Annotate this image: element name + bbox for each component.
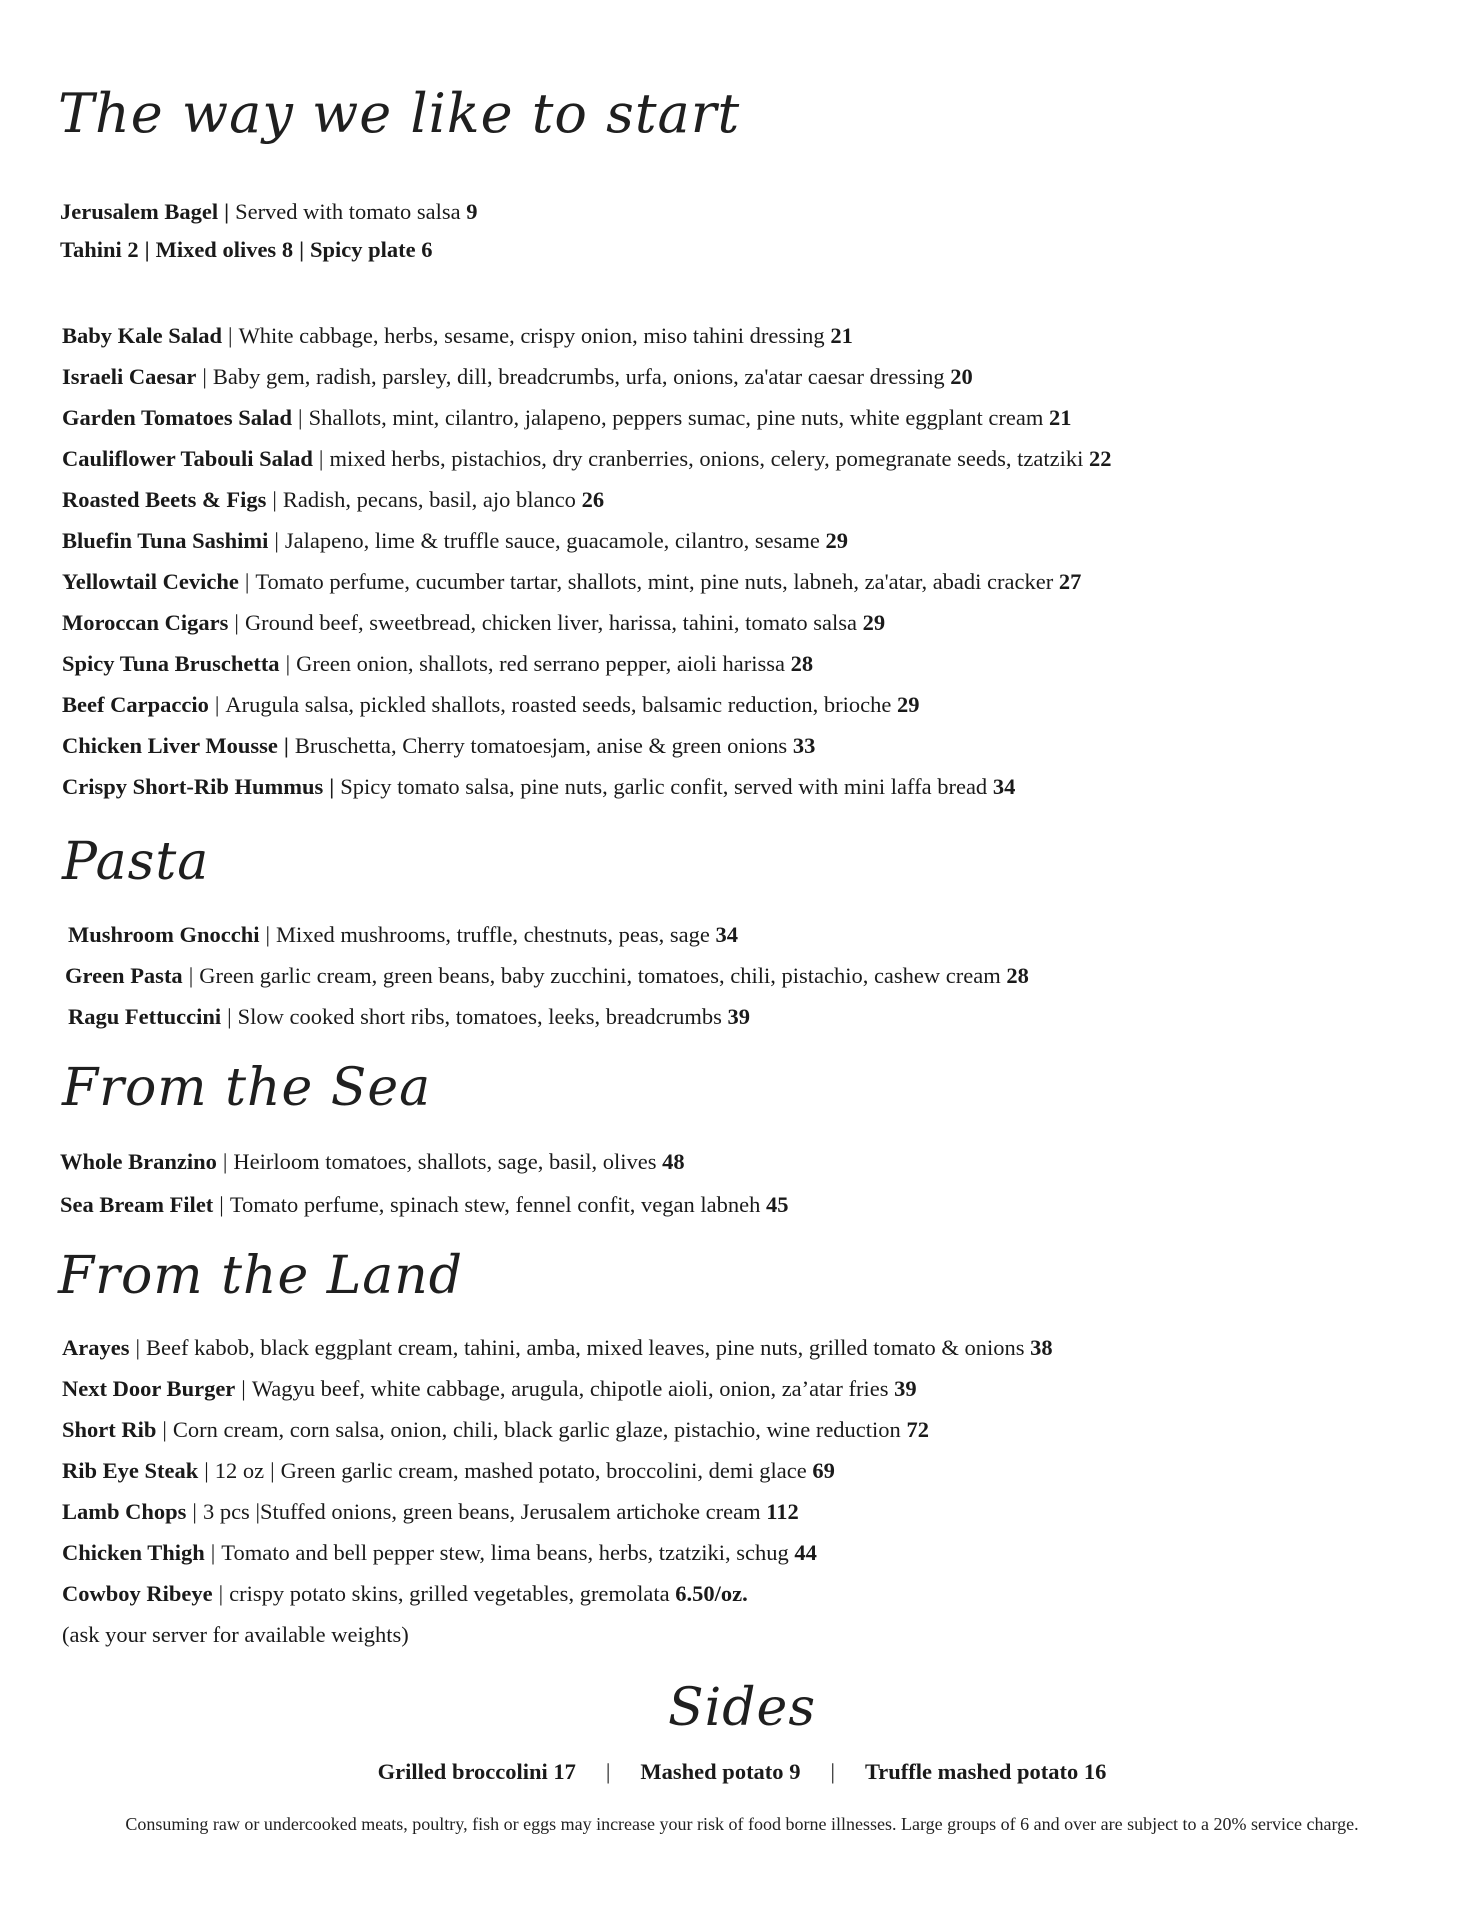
section-title-pasta: Pasta bbox=[62, 832, 210, 892]
menu-item: Baby Kale Salad | White cabbage, herbs, sesame, crispy onion, miso tahini dressing 21 bbox=[62, 323, 853, 348]
side-item: Truffle mashed potato 16 bbox=[864, 1759, 1107, 1784]
item-price: 9 bbox=[466, 199, 478, 224]
extras-line: Tahini 2 | Mixed olives 8 | Spicy plate 6 bbox=[60, 237, 433, 262]
menu-item: Sea Bream Filet | Tomato perfume, spinach stew, fennel confit, vegan labneh 45 bbox=[60, 1192, 789, 1217]
menu-item: Cowboy Ribeye | crispy potato skins, grilled vegetables, gremolata 6.50/oz. bbox=[62, 1581, 748, 1606]
section-title-sea: From the Sea bbox=[62, 1058, 432, 1118]
menu-item: Cauliflower Tabouli Salad | mixed herbs, pistachios, dry cranberries, onions, celery, pomegranate seeds, tzatziki 22 bbox=[62, 446, 1112, 471]
extra-item: Spicy plate 6 bbox=[310, 237, 433, 262]
menu-item: Next Door Burger | Wagyu beef, white cabbage, arugula, chipotle aioli, onion, za’atar fries 39 bbox=[62, 1376, 917, 1401]
extra-item: Tahini 2 bbox=[60, 237, 139, 262]
menu-item: Beef Carpaccio | Arugula salsa, pickled shallots, roasted seeds, balsamic reduction, brioche 29 bbox=[62, 692, 920, 717]
menu-item: Mushroom Gnocchi | Mixed mushrooms, truffle, chestnuts, peas, sage 34 bbox=[68, 922, 739, 947]
land-note: (ask your server for available weights) bbox=[62, 1622, 409, 1647]
menu-item: Garden Tomatoes Salad | Shallots, mint, cilantro, jalapeno, peppers sumac, pine nuts, white eggplant cream 21 bbox=[62, 405, 1072, 430]
menu-item: Green Pasta | Green garlic cream, green beans, baby zucchini, tomatoes, chili, pistachio, cashew cream 28 bbox=[65, 963, 1029, 988]
menu-item: Crispy Short-Rib Hummus | Spicy tomato salsa, pine nuts, garlic confit, served with mini laffa bread 34 bbox=[62, 774, 1016, 799]
side-item: Mashed potato 9 bbox=[640, 1759, 801, 1784]
bagel-line: Jerusalem Bagel | Served with tomato salsa 9 bbox=[60, 199, 478, 224]
section-title-start: The way we like to start bbox=[58, 82, 741, 145]
menu-item: Spicy Tuna Bruschetta | Green onion, shallots, red serrano pepper, aioli harissa 28 bbox=[62, 651, 814, 676]
extra-item: Mixed olives 8 bbox=[155, 237, 294, 262]
menu-item: Rib Eye Steak | 12 oz | Green garlic cream, mashed potato, broccolini, demi glace 69 bbox=[62, 1458, 835, 1483]
item-desc: Served with tomato salsa bbox=[235, 199, 461, 224]
section-title-sides: Sides bbox=[668, 1678, 816, 1738]
disclaimer: Consuming raw or undercooked meats, poultry, fish or eggs may increase your risk of food borne illnesses. Large groups of 6 and over are subject to a 20% service charge. bbox=[125, 1814, 1359, 1834]
menu-item: Lamb Chops | 3 pcs |Stuffed onions, green beans, Jerusalem artichoke cream 112 bbox=[62, 1499, 799, 1524]
sides-row: Grilled broccolini 17 | Mashed potato 9 | Truffle mashed potato 16 bbox=[377, 1759, 1107, 1784]
menu-item: Moroccan Cigars | Ground beef, sweetbread, chicken liver, harissa, tahini, tomato salsa 29 bbox=[62, 610, 886, 635]
menu-item: Bluefin Tuna Sashimi | Jalapeno, lime & truffle sauce, guacamole, cilantro, sesame 29 bbox=[62, 528, 849, 553]
item-name: Jerusalem Bagel bbox=[60, 199, 219, 224]
side-item: Grilled broccolini 17 bbox=[377, 1759, 576, 1784]
menu-item: Chicken Thigh | Tomato and bell pepper stew, lima beans, herbs, tzatziki, schug 44 bbox=[62, 1540, 817, 1565]
menu-item: Israeli Caesar | Baby gem, radish, parsley, dill, breadcrumbs, urfa, onions, za'atar caesar dressing 20 bbox=[62, 364, 973, 389]
menu-item: Ragu Fettuccini | Slow cooked short ribs, tomatoes, leeks, breadcrumbs 39 bbox=[68, 1004, 751, 1029]
menu-item: Yellowtail Ceviche | Tomato perfume, cucumber tartar, shallots, mint, pine nuts, labneh, za'atar, abadi cracker 27 bbox=[62, 569, 1082, 594]
menu-item: Short Rib | Corn cream, corn salsa, onion, chili, black garlic glaze, pistachio, wine reduction 72 bbox=[62, 1417, 929, 1442]
menu-item: Chicken Liver Mousse | Bruschetta, Cherry tomatoesjam, anise & green onions 33 bbox=[62, 733, 816, 758]
menu-item: Arayes | Beef kabob, black eggplant cream, tahini, amba, mixed leaves, pine nuts, grilled tomato & onions 38 bbox=[62, 1335, 1053, 1360]
menu-item: Whole Branzino | Heirloom tomatoes, shallots, sage, basil, olives 48 bbox=[60, 1149, 685, 1174]
menu-item: Roasted Beets & Figs | Radish, pecans, basil, ajo blanco 26 bbox=[62, 487, 605, 512]
section-title-land: From the Land bbox=[58, 1246, 464, 1306]
